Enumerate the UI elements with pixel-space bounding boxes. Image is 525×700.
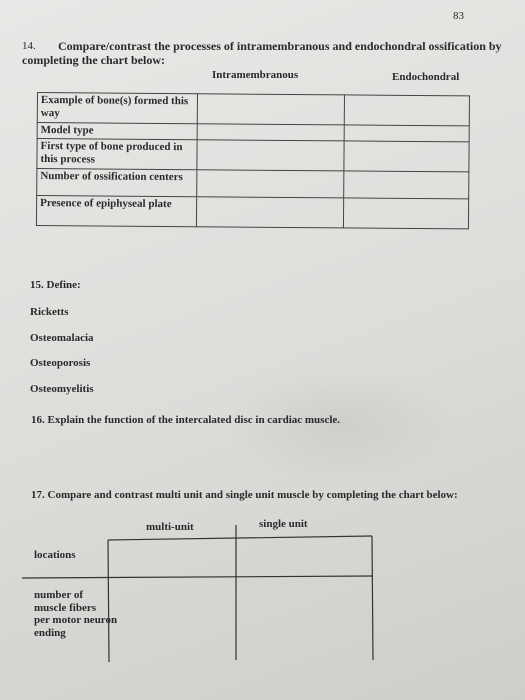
row-label-ossification-centers: Number of ossification centers xyxy=(37,169,197,197)
row-label-first-bone-type: First type of bone produced in this process xyxy=(37,139,197,170)
term-osteomalacia: Osteomalacia xyxy=(30,332,94,344)
grid-line-middle xyxy=(22,576,373,578)
page-number: 83 xyxy=(453,10,464,22)
grid-line-top xyxy=(108,536,372,540)
row-label-model-type: Model type xyxy=(37,123,197,140)
row-label-example-bones: Example of bone(s) formed this way xyxy=(37,93,197,124)
question-17-text: 17. Compare and contrast multi unit and single unit muscle by completing the chart below: xyxy=(31,489,458,501)
question-15-heading: 15. Define: xyxy=(30,279,81,291)
term-osteoporosis: Osteoporosis xyxy=(30,357,91,369)
question-14-text-line1: Compare/contrast the processes of intramembranous and endochondral ossification by xyxy=(58,39,502,53)
grid-line-right xyxy=(372,536,373,660)
row-label-locations: locations xyxy=(34,549,76,561)
grid-line-left xyxy=(108,540,109,662)
term-osteomyelitis: Osteomyelitis xyxy=(30,383,94,395)
column-header-intramembranous: Intramembranous xyxy=(212,69,299,81)
column-header-single-unit: single unit xyxy=(259,518,308,530)
column-header-endochondral: Endochondral xyxy=(392,71,460,83)
question-14-number: 14. xyxy=(22,40,36,52)
row-label-epiphyseal-plate: Presence of epiphyseal plate xyxy=(36,196,196,227)
column-header-multi-unit: multi-unit xyxy=(146,521,194,533)
term-ricketts: Ricketts xyxy=(30,306,69,318)
row-label-muscle-fibers: number of muscle fibers per motor neuron ending xyxy=(34,589,118,639)
question-16-text: 16. Explain the function of the intercalated disc in cardiac muscle. xyxy=(31,414,341,426)
question-14-text-line2: completing the chart below: xyxy=(22,53,165,67)
